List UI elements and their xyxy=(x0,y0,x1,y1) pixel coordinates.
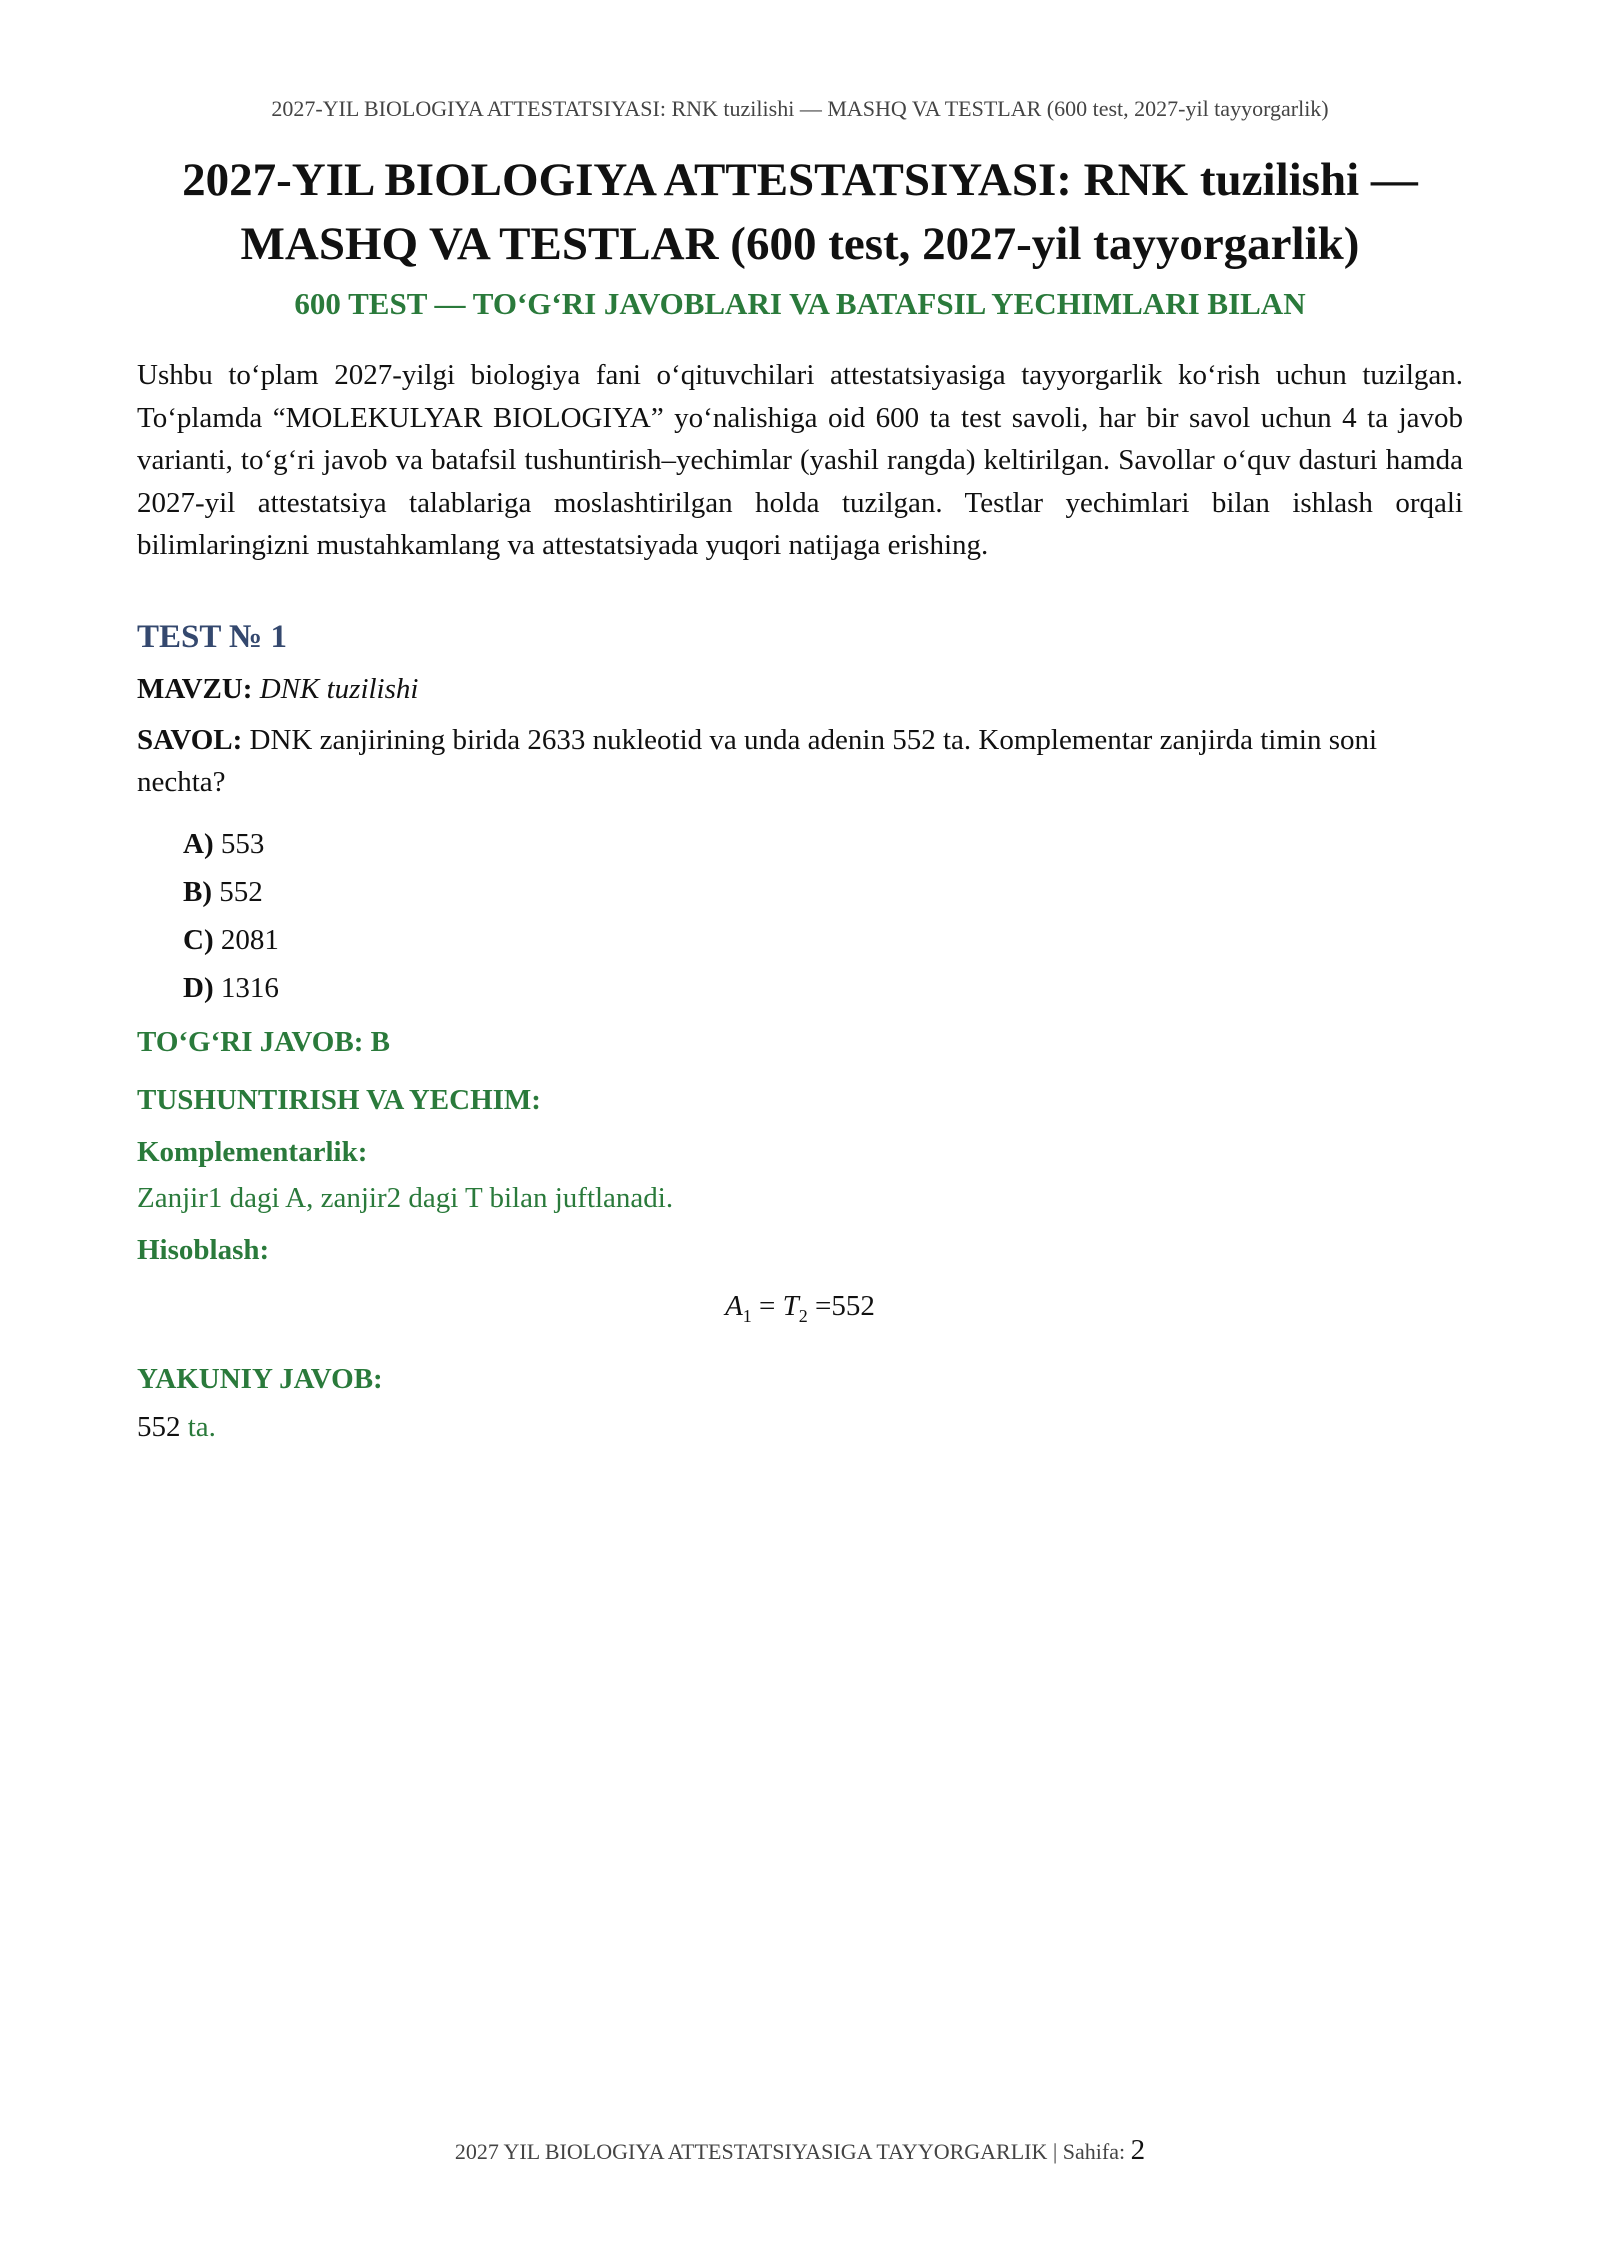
page-number: 2 xyxy=(1130,2134,1146,2166)
question-label: SAVOL: xyxy=(137,723,243,756)
document-subtitle: 600 TEST — TO‘G‘RI JAVOBLARI VA BATAFSIL YECHIMLARI BILAN xyxy=(294,286,1306,321)
test-heading: TEST № 1 xyxy=(137,618,287,655)
final-answer-value: 552 xyxy=(137,1411,181,1444)
formula-sub-1: 1 xyxy=(742,1305,752,1326)
option-text: 1316 xyxy=(220,971,279,1004)
formula-equals: = xyxy=(759,1289,776,1322)
answer-options xyxy=(137,820,1463,1012)
step2-heading: Hisoblash: xyxy=(137,1233,270,1266)
option-d xyxy=(183,964,1463,1012)
correct-answer: TO‘G‘RI JAVOB: B xyxy=(137,1025,390,1058)
footer-separator: | xyxy=(1052,2139,1058,2164)
topic-label: MAVZU: xyxy=(137,672,253,705)
topic-value: DNK tuzilishi xyxy=(259,672,419,705)
formula-var-a: A xyxy=(725,1289,743,1322)
test-topic xyxy=(137,669,1463,709)
document-title-line1: 2027-YIL BIOLOGIYA ATTESTATSIYASI: RNK tuzilishi — xyxy=(182,154,1418,206)
formula-sub-2: 2 xyxy=(798,1305,808,1326)
question-text: DNK zanjirining birida 2633 nukleotid va unda adenin 552 ta. Komplementar zanjirda timin soni nechta? xyxy=(137,723,1378,798)
option-letter: A) xyxy=(183,827,214,860)
test-question xyxy=(137,719,1463,804)
option-a xyxy=(183,820,1463,868)
step1-text: Zanjir1 dagi A, zanjir2 dagi T bilan juftlanadi. xyxy=(137,1181,674,1214)
final-answer-heading: YAKUNIY JAVOB: xyxy=(137,1363,383,1396)
option-text: 2081 xyxy=(220,923,279,956)
step1-heading: Komplementarlik: xyxy=(137,1135,368,1168)
document-title xyxy=(137,148,1463,276)
final-answer xyxy=(137,1407,1463,1447)
option-letter: D) xyxy=(183,971,214,1004)
intro-paragraph: Ushbu to‘plam 2027-yilgi biologiya fani o‘qituvchilari attestatsiyasiga tayyorgarlik ko‘rish uchun tuzilgan. To‘plamda “MOLEKULYAR BIOLOGIYA” yo‘nalishiga oid 600 ta test savoli, har bir savol uchun 4 ta javob varianti, to‘g‘ri javob va batafsil tushuntirish–yechimlar (yashil rangda) keltirilgan. Savollar o‘quv dasturi hamda 2027-yil attestatsiya talablariga moslashtirilgan holda tuzilgan. Testlar yechimlari bilan ishlash orqali bilimlaringizni mustahkamlang va attestatsiyada yuqori natijaga erishing. xyxy=(137,359,1463,561)
final-answer-unit: ta. xyxy=(187,1411,216,1444)
document-title-line2: MASHQ VA TESTLAR (600 test, 2027-yil tayyorgarlik) xyxy=(240,218,1360,270)
page-content xyxy=(137,148,1463,1447)
option-letter: B) xyxy=(183,875,212,908)
option-text: 552 xyxy=(219,875,263,908)
formula-var-t: T xyxy=(782,1289,799,1322)
calculation-formula xyxy=(137,1284,1463,1338)
formula-value: 552 xyxy=(831,1289,875,1322)
formula-equals: = xyxy=(815,1289,832,1322)
option-b xyxy=(183,868,1463,916)
option-text: 553 xyxy=(220,827,265,860)
footer-page-label: Sahifa: xyxy=(1062,2139,1126,2164)
explanation-heading: TUSHUNTIRISH VA YECHIM: xyxy=(137,1083,541,1116)
option-c xyxy=(183,916,1463,964)
running-footer xyxy=(0,2134,1600,2167)
running-header: 2027-YIL BIOLOGIYA ATTESTATSIYASI: RNK tuzilishi — MASHQ VA TESTLAR (600 test, 2027-yil tayyorgarlik) xyxy=(271,96,1329,121)
footer-text: 2027 YIL BIOLOGIYA ATTESTATSIYASIGA TAYYORGARLIK xyxy=(454,2139,1048,2164)
option-letter: C) xyxy=(183,923,214,956)
